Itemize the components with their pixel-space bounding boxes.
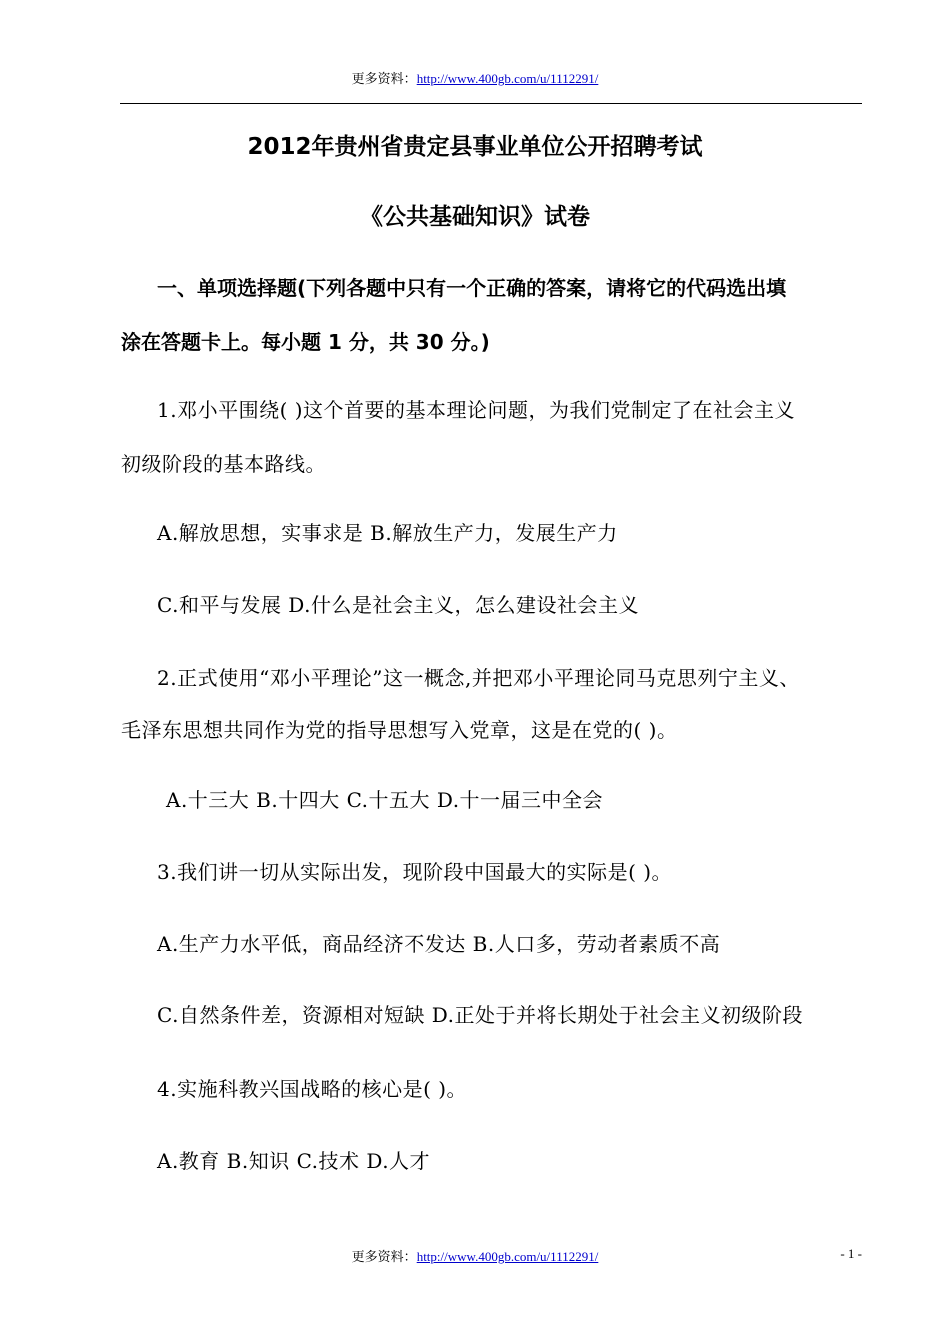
doc-subtitle: 《公共基础知识》试卷 <box>360 204 590 230</box>
page-number: - 1 - <box>840 1246 862 1261</box>
page-footer <box>0 1246 950 1265</box>
section-heading-line1: 一、单项选择题(下列各题中只有一个正确的答案，请将它的代码选出填 <box>157 276 787 300</box>
q2-stem-line1: 2.正式使用“邓小平理论”这一概念,并把邓小平理论同马克思列宁主义、 <box>157 666 800 690</box>
q1-options-line2: C.和平与发展 D.什么是社会主义，怎么建设社会主义 <box>157 593 639 617</box>
footer-label: 更多资料： <box>351 1249 417 1264</box>
header-label: 更多资料： <box>351 71 417 86</box>
page-header <box>0 68 950 87</box>
q2-options: A.十三大 B.十四大 C.十五大 D.十一届三中全会 <box>166 788 604 812</box>
q1-stem-line2: 初级阶段的基本路线。 <box>121 452 326 476</box>
q3-stem: 3.我们讲一切从实际出发，现阶段中国最大的实际是( )。 <box>157 860 673 884</box>
q2-stem-line2: 毛泽东思想共同作为党的指导思想写入党章，这是在党的( )。 <box>121 718 678 742</box>
section-heading-line2: 涂在答题卡上。每小题 1 分，共 30 分。) <box>121 330 490 354</box>
q4-options: A.教育 B.知识 C.技术 D.人才 <box>157 1149 431 1173</box>
footer-link[interactable]: http://www.400gb.com/u/1112291/ <box>416 1249 599 1264</box>
q3-options-line2: C.自然条件差，资源相对短缺 D.正处于并将长期处于社会主义初级阶段 <box>157 1003 803 1027</box>
header-link[interactable]: http://www.400gb.com/u/1112291/ <box>416 71 599 86</box>
q4-stem: 4.实施科教兴国战略的核心是( )。 <box>157 1077 468 1101</box>
header-rule <box>120 103 862 104</box>
q1-stem-line1: 1.邓小平围绕( )这个首要的基本理论问题，为我们党制定了在社会主义 <box>157 398 796 422</box>
doc-title: 2012年贵州省贵定县事业单位公开招聘考试 <box>247 134 703 160</box>
q1-options-line1: A.解放思想，实事求是 B.解放生产力，发展生产力 <box>157 521 618 545</box>
q3-options-line1: A.生产力水平低，商品经济不发达 B.人口多，劳动者素质不高 <box>157 932 721 956</box>
